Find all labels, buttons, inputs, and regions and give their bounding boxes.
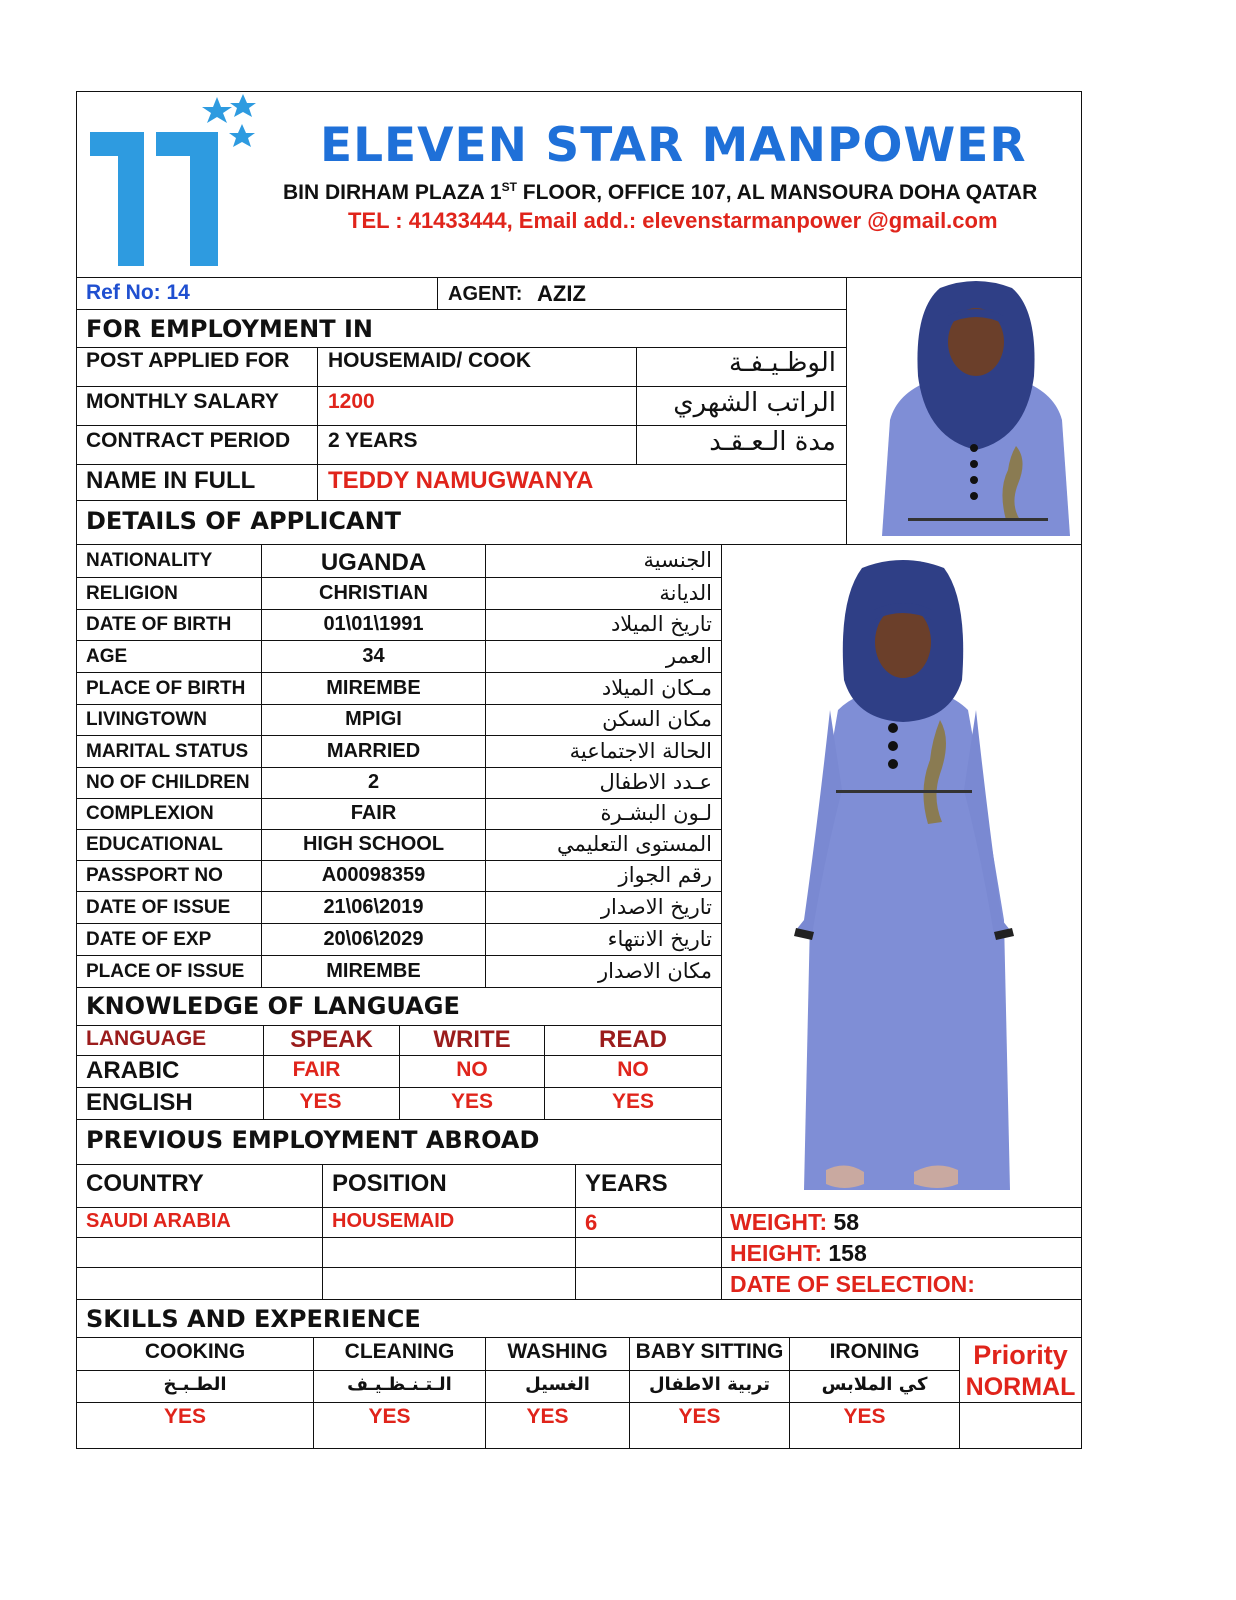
details-label: LIVINGTOWN (86, 709, 208, 730)
details-label: DATE OF BIRTH (86, 614, 232, 635)
details-label: AGE (86, 645, 128, 667)
language-read: YES (611, 1090, 655, 1113)
previous-heading: PREVIOUS EMPLOYMENT ABROAD (86, 1126, 540, 1154)
previous-years: 6 (585, 1210, 598, 1235)
previous-row-cell (322, 1267, 576, 1300)
skill-arabic: الطـبـخ (163, 1374, 227, 1395)
details-label: EDUCATIONAL (86, 834, 223, 855)
employment-value: 2 YEARS (328, 429, 418, 452)
skills-heading: SKILLS AND EXPERIENCE (86, 1305, 421, 1333)
previous-header-position: POSITION (332, 1170, 447, 1197)
skill-value: YES (678, 1405, 721, 1428)
previous-row-cell (575, 1267, 722, 1300)
selection-label: DATE OF SELECTION: (730, 1271, 975, 1297)
details-label: MARITAL STATUS (86, 740, 249, 762)
details-arabic: مكان الاصدار (598, 958, 712, 983)
details-value: HIGH SCHOOL (302, 833, 445, 855)
skill-name: IRONING (829, 1340, 920, 1363)
skill-arabic: تربية الاطفال (648, 1374, 771, 1395)
name-label: NAME IN FULL (86, 467, 256, 494)
skill-name: BABY SITTING (635, 1340, 784, 1363)
employment-label: POST APPLIED FOR (86, 349, 290, 372)
applicant-name: TEDDY NAMUGWANYA (328, 467, 594, 494)
details-arabic: رقم الجواز (618, 863, 712, 887)
address-part-1: BIN DIRHAM PLAZA 1 (283, 181, 502, 204)
portrait-photo-icon (878, 280, 1074, 536)
previous-header-country: COUNTRY (86, 1170, 204, 1197)
skill-arabic: كي الملابس (821, 1374, 928, 1395)
company-logo (86, 94, 256, 272)
employment-heading: FOR EMPLOYMENT IN (86, 315, 373, 343)
details-arabic: تاريخ الاصدار (600, 894, 712, 919)
height-row (730, 1240, 867, 1267)
previous-row-cell (76, 1237, 323, 1268)
details-label: COMPLEXION (86, 803, 214, 824)
skill-name: WASHING (507, 1340, 608, 1363)
skill-arabic: الـتـنـظـيـف (347, 1374, 452, 1395)
details-arabic: مـكان الميلاد (601, 675, 712, 700)
details-arabic: عـدد الاطفال (599, 770, 712, 794)
details-value: 34 (362, 644, 385, 667)
priority-value: NORMAL (965, 1373, 1076, 1401)
skill-arabic: الغسيل (525, 1374, 590, 1395)
language-write: YES (450, 1090, 494, 1113)
details-value: A00098359 (321, 864, 426, 886)
weight-row (730, 1209, 859, 1236)
details-arabic: تاريخ الانتهاء (607, 926, 712, 951)
details-label: DATE OF EXP (86, 928, 212, 950)
skill-name: COOKING (144, 1340, 246, 1363)
language-name: ARABIC (86, 1057, 180, 1084)
eleven-logo-icon (86, 94, 256, 272)
language-read: NO (617, 1058, 649, 1081)
details-table (76, 544, 722, 988)
employment-label: CONTRACT PERIOD (86, 429, 291, 452)
full-body-photo-icon (790, 560, 1016, 1206)
salary-value: 1200 (328, 390, 375, 413)
details-label: NO OF CHILDREN (86, 772, 250, 793)
language-speak: FAIR (292, 1058, 341, 1081)
details-value: MARRIED (326, 739, 421, 762)
details-arabic: تاريخ الميلاد (610, 612, 712, 636)
ref-number: Ref No: 14 (86, 281, 190, 304)
language-heading: KNOWLEDGE OF LANGUAGE (86, 992, 460, 1020)
previous-row-cell (76, 1267, 323, 1300)
language-name: ENGLISH (86, 1089, 193, 1116)
language-write: NO (456, 1058, 488, 1081)
details-arabic: الديانة (659, 580, 712, 605)
agent-value: AZIZ (537, 281, 586, 306)
details-label: NATIONALITY (86, 550, 213, 571)
details-value: CHRISTIAN (319, 581, 428, 604)
details-label: RELIGION (86, 582, 178, 604)
applicant-photo-full (790, 560, 1016, 1206)
company-contact: TEL : 41433444, Email add.: elevenstarmanpower @gmail.com (348, 208, 998, 233)
skill-value: YES (843, 1405, 886, 1428)
details-value: 2 (367, 771, 380, 793)
skill-value: YES (368, 1405, 411, 1428)
previous-position: HOUSEMAID (332, 1210, 455, 1232)
language-speak: YES (299, 1090, 342, 1113)
height-label: HEIGHT: (730, 1240, 822, 1266)
weight-value: 58 (833, 1209, 860, 1235)
details-label: PLACE OF BIRTH (86, 677, 246, 699)
details-arabic: الجنسية (643, 548, 712, 572)
employment-value: HOUSEMAID/ COOK (328, 349, 532, 372)
weight-label: WEIGHT: (730, 1209, 828, 1235)
details-arabic: لـون البشـرة (600, 801, 712, 825)
company-address (283, 180, 1037, 205)
details-heading: DETAILS OF APPLICANT (86, 507, 402, 535)
skill-name: CLEANING (344, 1340, 455, 1363)
details-value: FAIR (350, 802, 397, 824)
details-arabic: مكان السكن (602, 707, 712, 731)
agent-label: AGENT: (448, 283, 523, 305)
language-header-language: LANGUAGE (86, 1027, 207, 1050)
company-name: ELEVEN STAR MANPOWER (320, 118, 1027, 173)
details-value: MIREMBE (326, 959, 421, 982)
employment-arabic: الوظـيـفـة (728, 348, 836, 378)
details-value: 01\01\1991 (323, 613, 424, 635)
employment-arabic: مدة الـعـقـد (709, 427, 836, 457)
details-label: PLACE OF ISSUE (86, 960, 245, 982)
address-superscript: ST (501, 180, 517, 194)
priority-label: Priority (973, 1340, 1068, 1370)
details-arabic: المستوى التعليمي (556, 832, 712, 856)
language-header-write: WRITE (433, 1026, 511, 1053)
employment-label: MONTHLY SALARY (86, 390, 279, 413)
details-value: 21\06\2019 (323, 895, 424, 918)
skill-value: YES (526, 1405, 569, 1428)
skill-value: YES (163, 1405, 207, 1428)
priority-bottom-cell (959, 1402, 1082, 1449)
language-header-speak: SPEAK (290, 1026, 373, 1053)
previous-country: SAUDI ARABIA (86, 1210, 231, 1232)
details-label: PASSPORT NO (86, 865, 223, 886)
height-value: 158 (828, 1240, 867, 1266)
language-header-read: READ (598, 1026, 667, 1053)
details-value: UGANDA (320, 549, 427, 576)
previous-row-cell (575, 1237, 722, 1268)
details-value: MPIGI (345, 708, 402, 730)
address-part-2: FLOOR, OFFICE 107, AL MANSOURA DOHA QATAR (516, 181, 1038, 204)
applicant-photo-small (878, 280, 1074, 536)
details-arabic: الحالة الاجتماعية (569, 738, 712, 763)
details-value: MIREMBE (326, 676, 421, 699)
details-arabic: العمر (665, 643, 712, 668)
previous-row-cell (322, 1237, 576, 1268)
previous-header-years: YEARS (585, 1170, 668, 1197)
details-value: 20\06\2029 (323, 927, 424, 950)
details-label: DATE OF ISSUE (86, 896, 231, 918)
employment-arabic: الراتب الشهري (673, 388, 836, 418)
